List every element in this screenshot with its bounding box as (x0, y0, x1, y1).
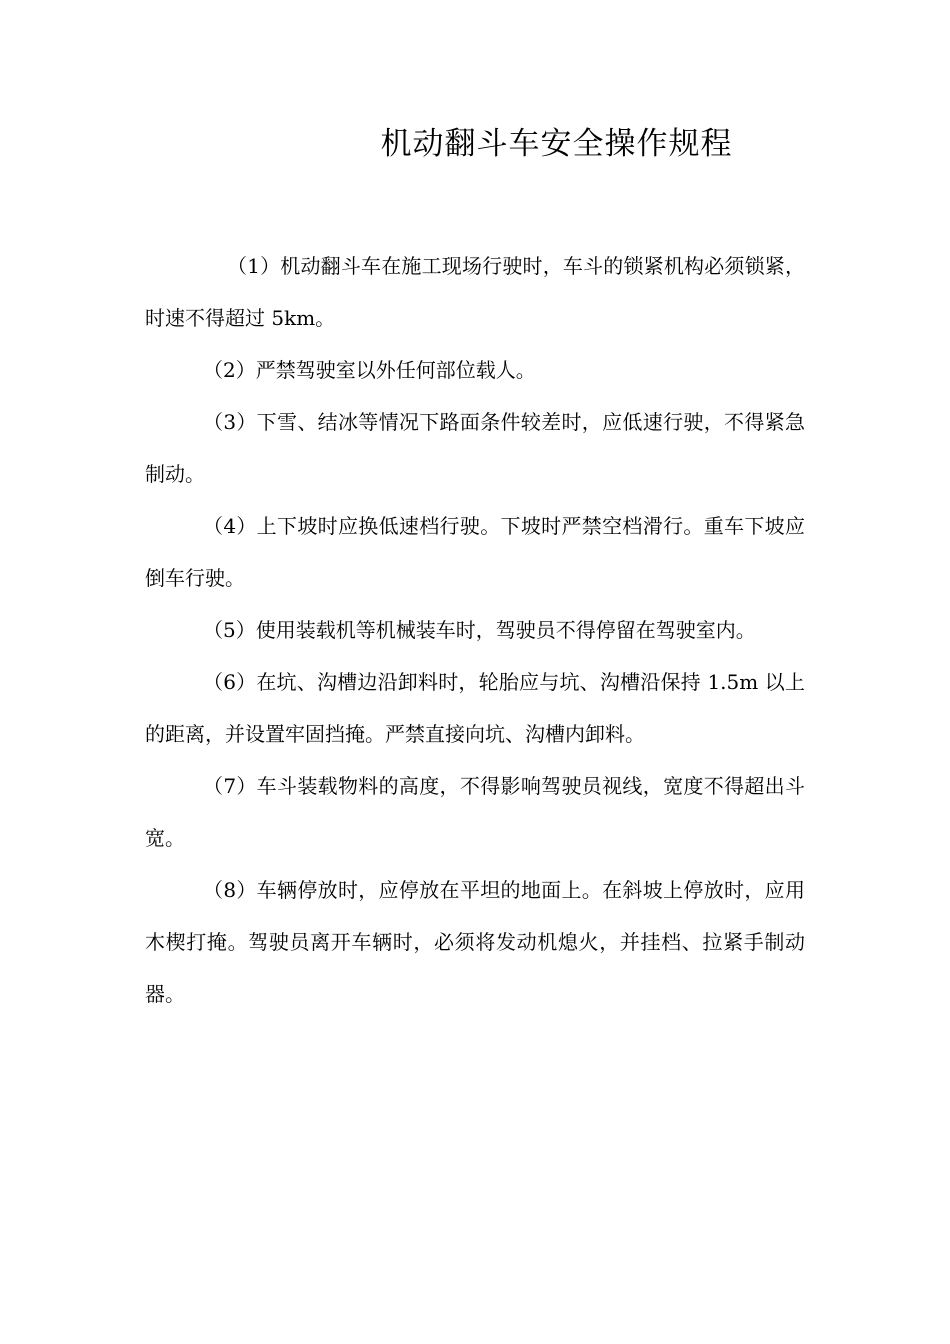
rule-paragraph-6: （6）在坑、沟槽边沿卸料时，轮胎应与坑、沟槽沿保持 1.5m 以上的距离，并设置牢固挡掩。严禁直接向坑、沟槽内卸料。 (145, 670, 805, 746)
rule-paragraph-1: （1）机动翻斗车在施工现场行驶时，车斗的锁紧机构必须锁紧，时速不得超过 5km。 (145, 254, 805, 330)
rule-paragraph-2: （2）严禁驾驶室以外任何部位载人。 (203, 358, 536, 382)
document-body (145, 240, 805, 1020)
rule-paragraph-4: （4）上下坡时应换低速档行驶。下坡时严禁空档滑行。重车下坡应倒车行驶。 (145, 514, 805, 590)
document-title (145, 122, 880, 166)
rule-paragraph-5: （5）使用装载机等机械装车时，驾驶员不得停留在驾驶室内。 (203, 618, 756, 642)
document-title-text: 机动翻斗车安全操作规程 (380, 126, 733, 162)
rule-paragraph-3: （3）下雪、结冰等情况下路面条件较差时，应低速行驶，不得紧急制动。 (145, 410, 805, 486)
rule-paragraph-7: （7）车斗装载物料的高度，不得影响驾驶员视线，宽度不得超出斗宽。 (145, 774, 805, 850)
rule-paragraph-8: （8）车辆停放时，应停放在平坦的地面上。在斜坡上停放时，应用木楔打掩。驾驶员离开车辆时，必须将发动机熄火，并挂档、拉紧手制动器。 (145, 878, 805, 1006)
